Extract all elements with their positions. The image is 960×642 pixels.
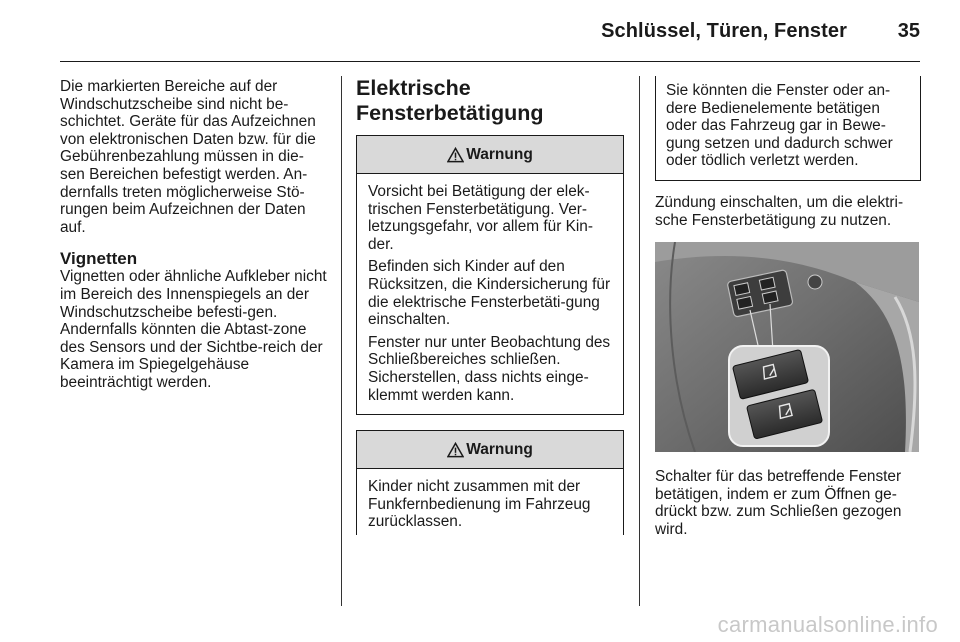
warning-label-1: Warnung bbox=[466, 145, 533, 163]
warning-box-2 bbox=[356, 430, 624, 535]
warning-triangle-icon bbox=[447, 147, 464, 163]
warning2-paragraph-1: Kinder nicht zusammen mit der Funkfernbedienung im Fahrzeug zurücklassen. bbox=[368, 478, 591, 531]
vignetten-paragraph: Vignetten oder ähnliche Aufkleber nicht im Bereich des Innenspiegels an der Windschutzscheibe befesti-gen. Andernfalls könnten die Abtast-zone des Sensors und der Sichtbe-reich der Kamera im Spiegelgehäuse beeinträchtigt werden. bbox=[60, 268, 327, 391]
column-divider-right bbox=[639, 76, 640, 606]
section-heading bbox=[356, 76, 624, 126]
page-number: 35 bbox=[897, 20, 920, 42]
column-right bbox=[655, 76, 921, 539]
ignition-paragraph: Zündung einschalten, um die elektri-sche Fensterbetätigung zu nutzen. bbox=[655, 193, 904, 229]
warning-header-2 bbox=[357, 431, 623, 469]
page-header bbox=[0, 0, 960, 62]
header-rule bbox=[60, 61, 920, 62]
vignetten-subheading: Vignetten bbox=[60, 249, 138, 269]
warning-continuation-box bbox=[655, 76, 921, 181]
warning-header-1 bbox=[357, 136, 623, 174]
column-divider-left bbox=[341, 76, 342, 606]
warning-continuation-text: Sie könnten die Fenster oder an-dere Bedienelemente betätigen oder das Fahrzeug gar in Bewe-gung setzen und dadurch schwer oder tödlich verletzt werden. bbox=[666, 82, 893, 170]
section-heading-line1: Elektrische bbox=[356, 76, 471, 100]
watermark: carmanualsonline.info bbox=[717, 612, 938, 637]
column-middle bbox=[356, 76, 624, 535]
window-switch-photo bbox=[655, 242, 919, 452]
warning1-paragraph-3: Fenster nur unter Beobachtung des Schließbereiches schließen. Sicherstellen, dass nichts einge-klemmt werden kann. bbox=[368, 333, 611, 404]
warning1-paragraph-2: Befinden sich Kinder auf den Rücksitzen, die Kindersicherung für die elektrische Fensterbetäti-gung einschalten. bbox=[368, 258, 611, 329]
warning1-paragraph-1: Vorsicht bei Betätigung der elek-trischen Fensterbetätigung. Ver-letzungsgefahr, vor allem für Kin-der. bbox=[368, 183, 593, 253]
section-heading-line2: Fensterbetätigung bbox=[356, 101, 544, 125]
window-switch-illustration bbox=[655, 242, 919, 452]
warning-body-2 bbox=[357, 469, 623, 535]
column-left bbox=[60, 78, 328, 392]
warning-triangle-icon bbox=[447, 442, 464, 458]
section-title: Schlüssel, Türen, Fenster bbox=[601, 20, 847, 42]
switch-paragraph: Schalter für das betreffende Fenster betätigen, indem er zum Öffnen ge-drückt bzw. zum Schließen gezogen wird. bbox=[655, 468, 902, 538]
warning-label-2: Warnung bbox=[466, 440, 533, 458]
intro-paragraph: Die markierten Bereiche auf der Windschutzscheibe sind nicht be-schichtet. Geräte für das Aufzeichnen von elektronischen Daten bzw. für die Gebührenbezahlung müssen in die-sen Bereichen befestigt werden. An-dernfalls treten möglicherweise Stö-rungen beim Aufzeichnen der Daten auf. bbox=[60, 78, 316, 236]
warning-box-1 bbox=[356, 135, 624, 415]
warning-body-1 bbox=[357, 174, 623, 414]
